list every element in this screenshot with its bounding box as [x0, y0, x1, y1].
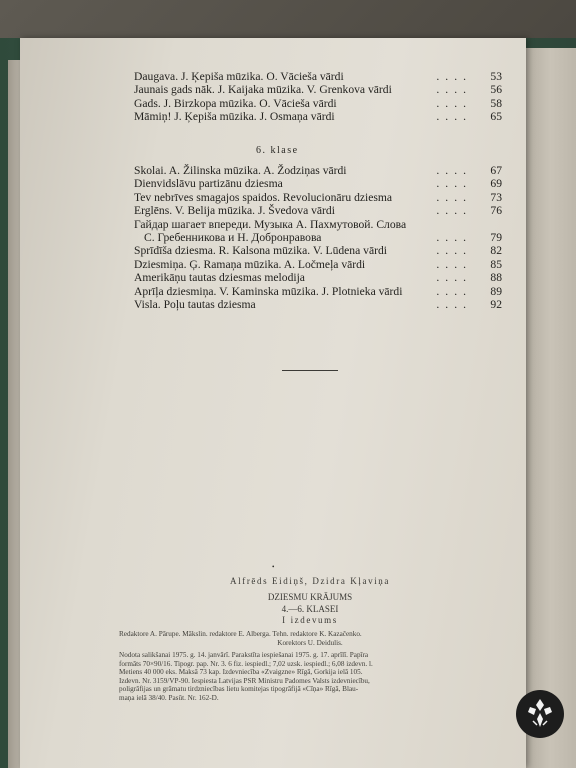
toc-title: Dienvidslāvu partizānu dziesma: [134, 177, 283, 191]
flower-logo-icon: [516, 690, 564, 738]
toc-title: Gads. J. Birzkopa mūzika. O. Vācieša vārdi: [134, 96, 337, 110]
toc-row: [134, 70, 502, 83]
imprint-title: DZIESMU KRĀJUMS: [267, 592, 353, 602]
toc-title: С. Гребенникова и Н. Добронравова: [144, 230, 322, 244]
imprint-edition: I izdevums: [282, 615, 338, 625]
toc-leader-dots: ....: [436, 230, 472, 244]
toc-row: [134, 97, 502, 110]
imprint-details: [119, 651, 501, 703]
toc-title: Māmiņ! J. Ķepiša mūzika. J. Osmaņa vārdi: [134, 110, 335, 124]
toc-title: Skolai. A. Žilinska mūzika. A. Žodziņas vārdi: [134, 164, 347, 177]
toc-row: [134, 191, 502, 204]
toc-leader-dots: ....: [436, 244, 472, 258]
toc-page-number: 69: [490, 177, 502, 191]
toc-row: [134, 218, 502, 231]
toc-row: [134, 164, 502, 177]
toc-row: [134, 258, 502, 271]
toc-page-number: 79: [490, 230, 502, 244]
imprint-detail-line: poligrāfijas un grāmatu tirdzniecības lietu komitejas tipogrāfijā «Cīņa» Rīgā, Blau-: [119, 685, 359, 694]
imprint-detail-line: Nodota salikšanai 1975. g. 14. janvārī. Parakstīta iespiešanai 1975. g. 17. aprīlī. Papīra: [119, 651, 369, 659]
imprint-detail-line: maņa ielā 38/40. Pasūt. Nr. 162-D.: [119, 693, 219, 702]
section-heading: 6. klase: [256, 145, 299, 156]
toc-row: [134, 285, 502, 298]
toc-title: Visla. Poļu tautas dziesma: [134, 297, 256, 311]
toc-title: Dziesmiņa. Ģ. Ramaņa mūzika. A. Ločmeļa vārdi: [134, 257, 366, 271]
toc-leader-dots: ....: [436, 297, 472, 311]
imprint-detail-line: Metiens 40 000 eks. Maksā 73 kap. Izdevniecība «Zvaigzne» Rīgā, Gorkija ielā 105.: [119, 668, 363, 677]
toc-title: Daugava. J. Ķepiša mūzika. O. Vācieša vārdi: [134, 70, 344, 83]
toc-list-upper: [134, 70, 502, 124]
imprint-detail-line: Izdevn. Nr. 3159/VP-90. Iespiesta Latvijas PSR Ministru Padomes Valsts izdevniecību,: [119, 676, 370, 685]
imprint-detail-line: formāts 70×90/16. Tipogr. pap. Nr. 3. 6 fiz. iespiedl.; 7,02 uzsk. iespiedl.; 6,08 izdevn. l.: [119, 659, 373, 668]
toc-row: [134, 244, 502, 257]
toc-leader-dots: ....: [436, 177, 472, 191]
toc-leader-dots: ....: [436, 271, 472, 285]
imprint-corrector: Korektors U. Deidulis.: [277, 639, 343, 647]
divider-rule: [282, 370, 338, 371]
toc-row: [134, 298, 502, 311]
toc-page-number: 56: [490, 83, 502, 97]
toc-row: [134, 204, 502, 217]
toc-leader-dots: ....: [436, 164, 472, 177]
toc-page-number: 76: [490, 204, 502, 218]
toc-title: Aprīļa dziesmiņa. V. Kaminska mūzika. J. Plotnieka vārdi: [134, 284, 403, 298]
toc-leader-dots: ....: [436, 284, 472, 298]
toc-page-number: 67: [490, 164, 502, 177]
toc-row: [134, 110, 502, 123]
toc-title: Amerikāņu tautas dziesmas melodija: [134, 271, 305, 285]
imprint-authors: Alfrēds Eidiņš, Dzidra Kļaviņa: [230, 576, 390, 586]
toc-leader-dots: ....: [436, 83, 472, 97]
toc-page-number: 53: [490, 70, 502, 83]
toc-leader-dots: ....: [436, 190, 472, 204]
imprint-grades: 4.—6. KLASEI: [281, 604, 339, 614]
imprint-editors: Redaktore A. Pārupe. Mākslin. redaktore E. Alberga. Tehn. redaktore K. Kazačenko.: [119, 630, 362, 638]
toc-page-number: 89: [490, 284, 502, 298]
asterisk-mark: •: [272, 563, 275, 571]
toc-list-lower: [134, 164, 502, 311]
toc-title: Sprīdīša dziesma. R. Kalsona mūzika. V. Lūdena vārdi: [134, 244, 387, 258]
toc-page-number: 85: [490, 257, 502, 271]
toc-title: Гайдар шагает впереди. Музыка А. Пахмутовой. Слова: [134, 217, 407, 231]
toc-page-number: 73: [490, 190, 502, 204]
toc-row: [134, 177, 502, 190]
toc-row: [134, 83, 502, 96]
toc-page-number: 92: [490, 297, 502, 311]
toc-title: Erglēns. V. Belija mūzika. J. Švedova vārdi: [134, 204, 335, 218]
toc-leader-dots: ....: [436, 110, 472, 124]
toc-page-number: 58: [490, 96, 502, 110]
toc-row: [134, 271, 502, 284]
toc-title: Jaunais gads nāk. J. Kaijaka mūzika. V. Grenkova vārdi: [134, 83, 392, 97]
toc-leader-dots: ....: [436, 204, 472, 218]
toc-page-number: 82: [490, 244, 502, 258]
toc-page-number: 65: [490, 110, 502, 124]
toc-title: Tev nebrīves smagajos spaidos. Revolucionāru dziesma: [134, 190, 393, 204]
toc-page-number: 88: [490, 271, 502, 285]
toc-leader-dots: ....: [436, 96, 472, 110]
toc-leader-dots: ....: [436, 70, 472, 83]
toc-leader-dots: ....: [436, 257, 472, 271]
toc-row: [134, 231, 502, 244]
